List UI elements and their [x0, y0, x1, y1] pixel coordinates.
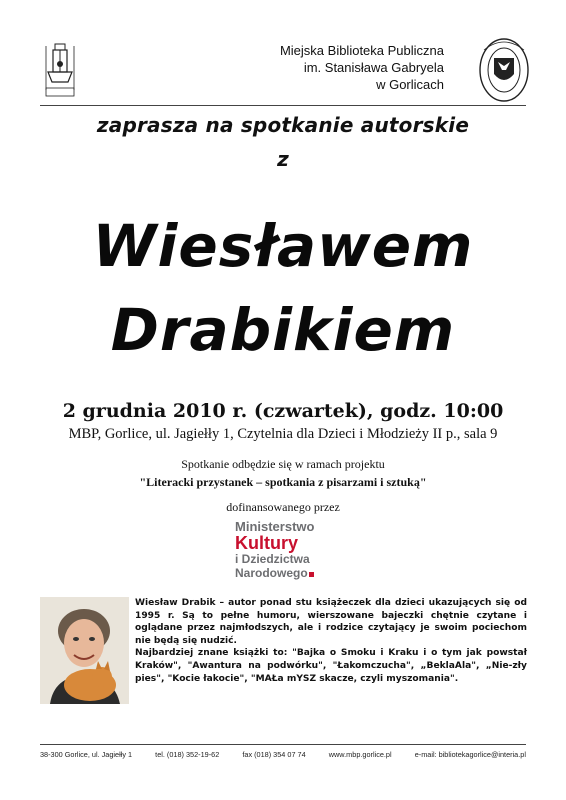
project-name: "Literacki przystanek – spotkania z pisarzami i sztuką"	[139, 475, 427, 489]
footer-divider	[40, 744, 526, 745]
funded-by-label: dofinansowanego przez	[226, 500, 340, 514]
bio-paragraph-1: Wiesław Drabik – autor ponad stu książeczek dla dzieci ukazujących się od 1995 r. Są to pełne humoru, wierszowane bajeczki chętnie czytane i oglądane przez najmłodszych, ale i rodzice czytający je swoim pociechom nie będą się nudzić.	[135, 598, 527, 646]
footer-website[interactable]: www.mbp.gorlice.pl	[328, 750, 392, 759]
bio-paragraph-2: Najbardziej znane książki to: "Bajka o Smoku i Kraku i o tym jak powstał Kraków", "Awantura na podwórku", "Łakomczucha", „BeklaAla", „Nie-zły pies", "Kocie łakocie", "MAŁa mYSZ skacze, czyli myszomania".	[135, 648, 527, 684]
ministry-logo-line3: i Dziedzictwa	[235, 552, 310, 566]
author-last-name: Drabikiem	[110, 296, 456, 364]
invitation-line: zaprasza na spotkanie autorskie	[96, 113, 470, 137]
footer-address: 38-300 Gorlice, ul. Jagiełły 1	[40, 750, 133, 759]
footer-phone: tel. (018) 352-19-62	[155, 750, 220, 759]
ministry-logo-dot	[309, 572, 314, 577]
author-photo	[40, 597, 129, 704]
ministry-logo-line4: Narodowego	[235, 566, 308, 580]
author-bio	[135, 597, 527, 685]
ministry-logo	[235, 520, 355, 580]
library-name-line1: Miejska Biblioteka Publiczna	[279, 43, 444, 58]
project-intro: Spotkanie odbędzie się w ramach projektu	[181, 457, 385, 471]
city-seal	[478, 36, 530, 104]
invitation-preposition: z	[277, 147, 289, 171]
library-name-line3: w Gorlicach	[376, 77, 444, 92]
ministry-logo-line1: Ministerstwo	[235, 519, 315, 534]
header-divider	[40, 105, 526, 106]
event-date-time: 2 grudnia 2010 r. (czwartek), godz. 10:00	[62, 400, 504, 422]
footer-contact	[40, 750, 526, 759]
library-name	[200, 42, 444, 93]
footer-email[interactable]: e-mail: bibliotekagorlice@interia.pl	[414, 750, 526, 759]
library-logo	[40, 38, 80, 100]
author-first-name: Wiesławem	[92, 212, 474, 280]
library-name-line2: im. Stanisława Gabryela	[303, 60, 444, 75]
footer-fax: fax (018) 354 07 74	[242, 750, 306, 759]
ministry-logo-line2: Kultury	[235, 533, 298, 553]
event-venue: MBP, Gorlice, ul. Jagiełły 1, Czytelnia dla Dzieci i Młodzieży II p., sala 9	[68, 426, 498, 442]
ministry-logo-line4-wrap	[235, 566, 355, 580]
